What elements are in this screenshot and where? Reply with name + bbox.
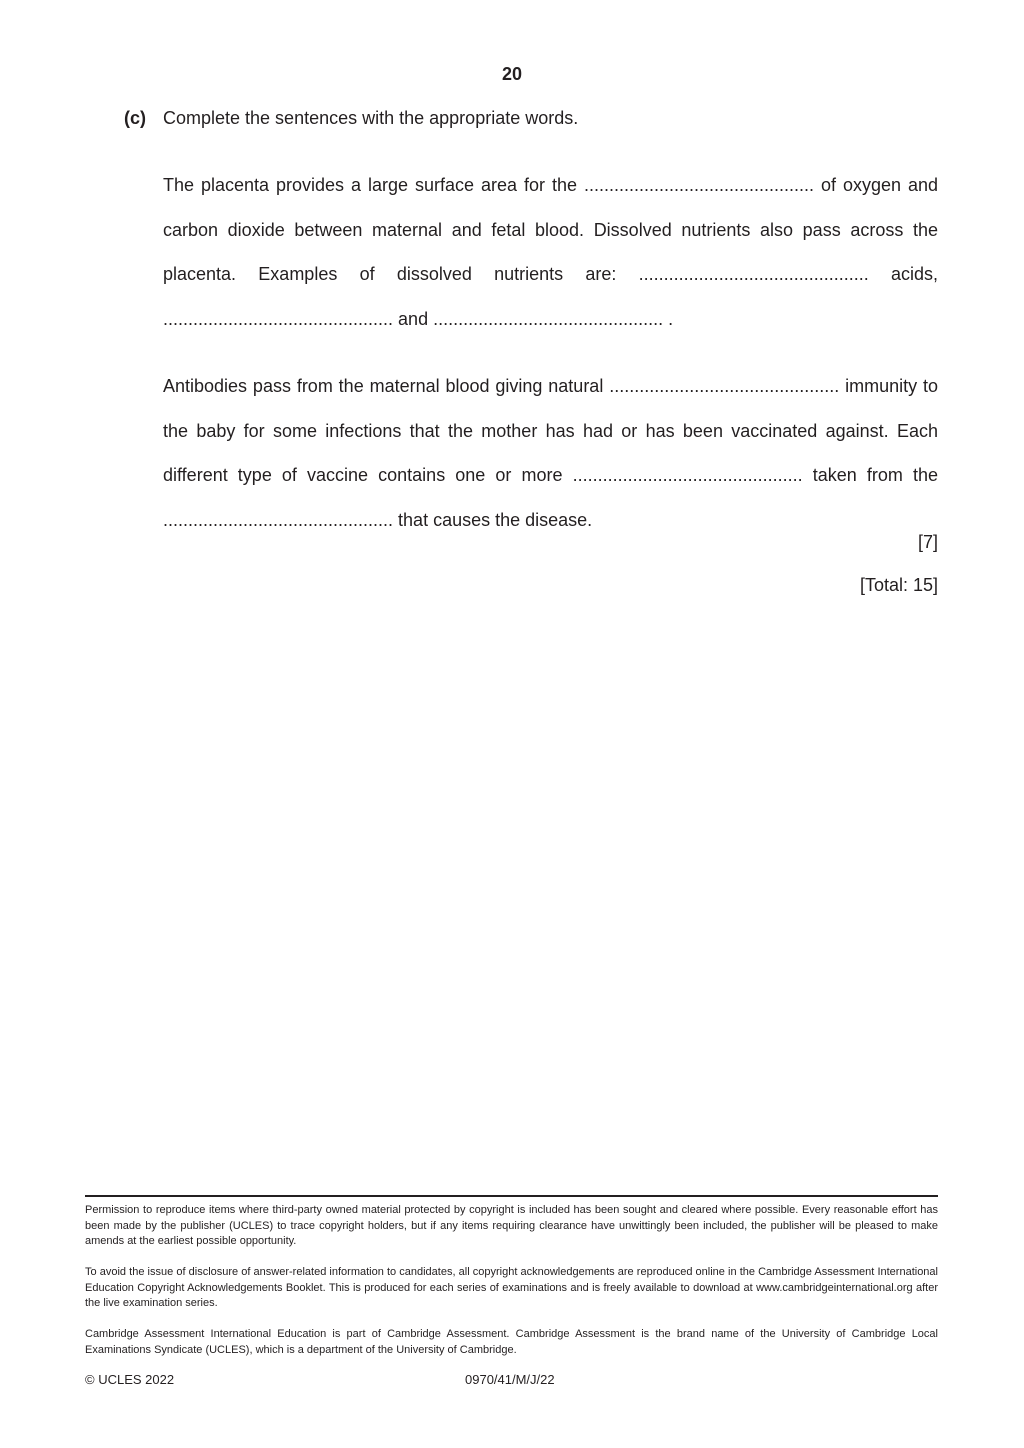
total-marks-label: [Total: 15] [859, 575, 938, 595]
paragraph-antibodies: Antibodies pass from the maternal blood giving natural .............................................. immunity to the baby for some infections that the mother has had or has been vaccinated against. Each different type of vaccine contains one or more .............................................. taken from the .............................................. that causes the disease. [163, 376, 938, 531]
page-number: 20 [501, 64, 523, 84]
footer-divider [85, 1195, 938, 1197]
question-instruction: Complete the sentences with the appropriate words. [163, 108, 579, 128]
footer-organisation-text: Cambridge Assessment International Education is part of Cambridge Assessment. Cambridge Assessment is the brand name of the University of Cambridge Local Examinations Syndicate (UCLES), which is a department of the University of Cambridge. [85, 1328, 938, 1356]
footer-disclosure-text: To avoid the issue of disclosure of answer-related information to candidates, all copyright acknowledgements are reproduced online in the Cambridge Assessment International Education Copyright Acknowledgements Booklet. This is produced for each series of examinations and is freely available to download at www.cambridgeinternational.org after the live examination series. [85, 1266, 938, 1309]
question-label: (c) [124, 108, 146, 128]
paragraph-placenta: The placenta provides a large surface area for the .............................................. of oxygen and carbon dioxide between maternal and fetal blood. Dissolved nutrients also pass across the placenta. Examples of dissolved nutrients are: .............................................. acids, .............................................. and .............................................. . [163, 175, 938, 330]
footer-permission-text: Permission to reproduce items where third-party owned material protected by copyright is included has been sought and cleared where possible. Every reasonable effort has been made by the publisher (UCLES) to trace copyright holders, but if any items requiring clearance have unwittingly been included, the publisher will be pleased to make amends at the earliest possible opportunity. [85, 1204, 938, 1247]
marks-label: [7] [917, 532, 938, 552]
paper-code: 0970/41/M/J/22 [465, 1372, 555, 1387]
copyright-notice: © UCLES 2022 [85, 1372, 175, 1387]
